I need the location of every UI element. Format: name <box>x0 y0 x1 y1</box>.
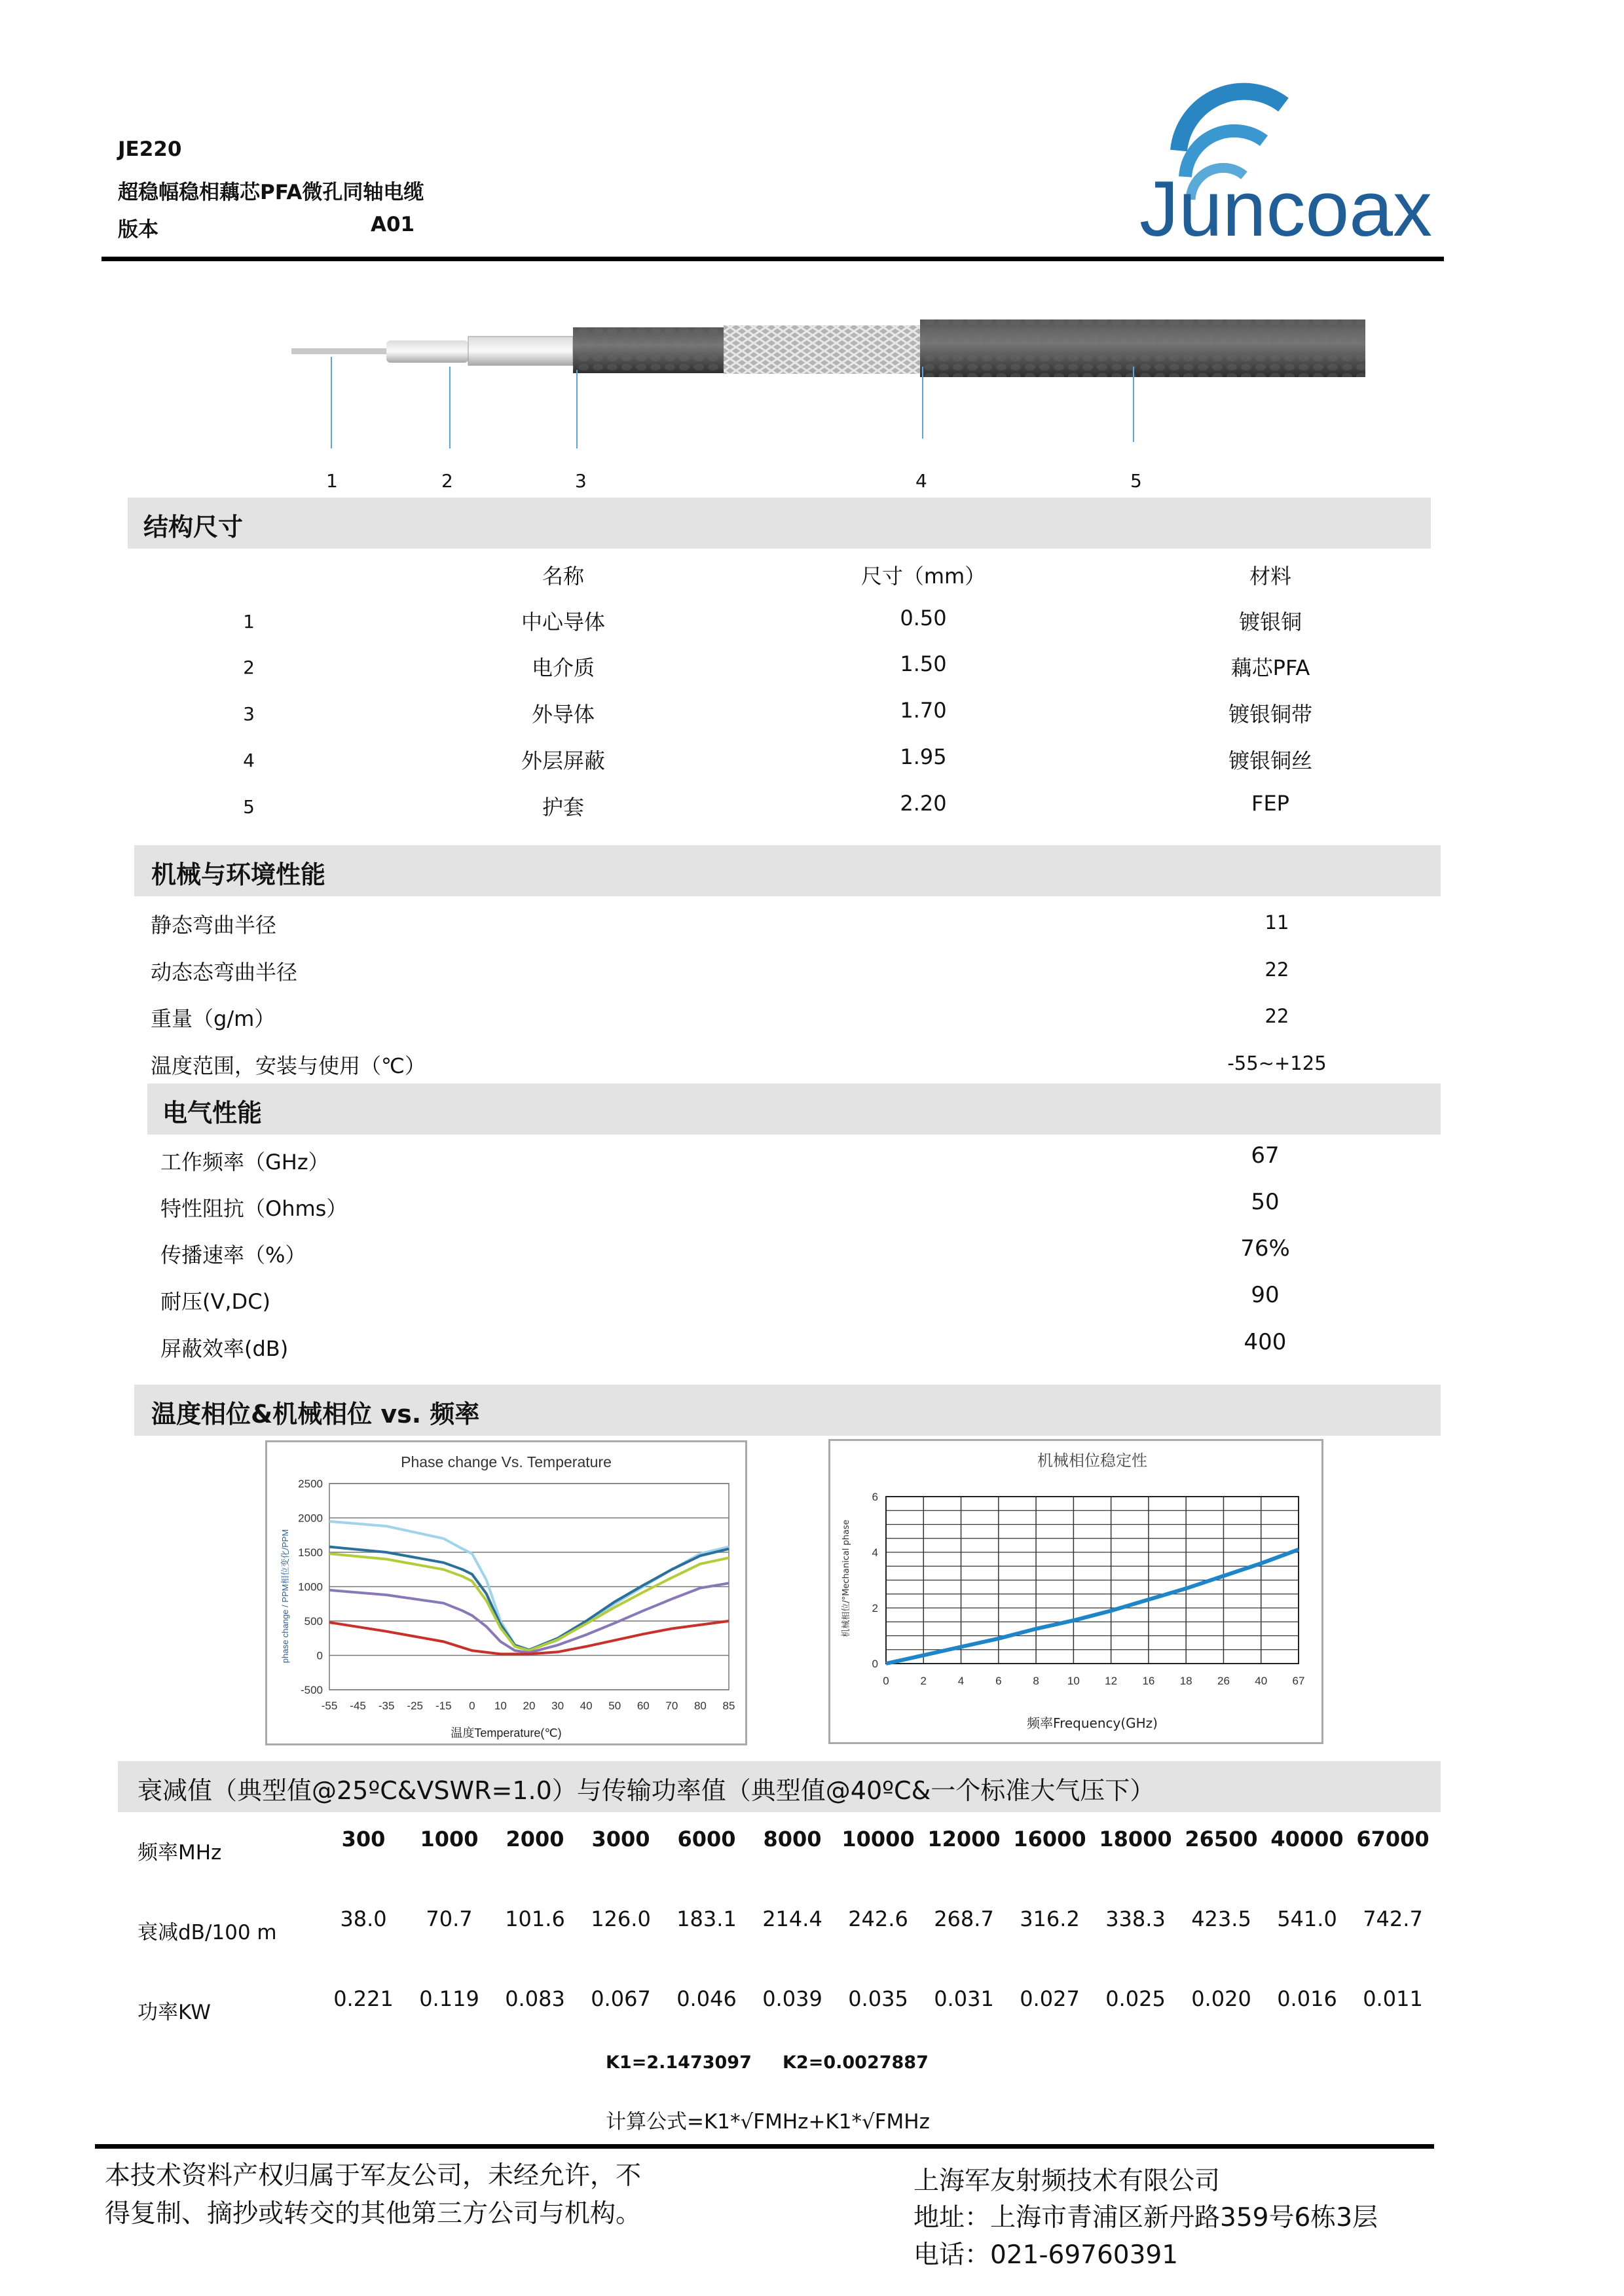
row-number: 3 <box>243 703 255 725</box>
row-material: FEP <box>1251 791 1289 816</box>
phase-section-header <box>134 1385 1441 1436</box>
freq-cell: 67000 <box>1356 1827 1430 1851</box>
chart1-x-tick: 60 <box>637 1700 650 1712</box>
version-label: 版本 <box>118 218 158 242</box>
chart2-y-tick: 6 <box>872 1491 878 1503</box>
attenuation-section-title: 衰减值（典型值@25ºC&VSWR=1.0）与传输功率值（典型值@40ºC&一个标准大气压下） <box>138 1776 1155 1805</box>
voltage-label: 耐压(V,DC) <box>160 1289 271 1314</box>
freq-cell: 40000 <box>1270 1827 1344 1851</box>
logo-text: Juncoax <box>1139 165 1432 242</box>
row-material: 藕芯PFA <box>1230 655 1310 680</box>
structure-col-name: 名称 <box>542 564 584 589</box>
attenuation-cell: 316.2 <box>1020 1906 1080 1931</box>
structure-section-header <box>128 498 1431 549</box>
impedance-label: 特性阻抗（Ohms） <box>160 1196 348 1221</box>
shielding-label: 屏蔽效率(dB) <box>160 1336 289 1361</box>
row-number: 4 <box>243 750 255 771</box>
formula: 计算公式=K1*√FMHz+K1*√FMHz <box>606 2110 930 2134</box>
chart2-ylabel: 机械相位/°Mechanical phase <box>841 1520 851 1637</box>
phase-section-title: 温度相位&机械相位 vs. 频率 <box>151 1400 480 1429</box>
model-number: JE220 <box>118 137 182 161</box>
power-cell: 0.119 <box>419 1986 479 2011</box>
row-size: 1.50 <box>900 651 947 676</box>
chart1-x-tick: 85 <box>722 1700 735 1712</box>
shielding-value: 400 <box>1244 1329 1287 1355</box>
row-size: 2.20 <box>900 791 947 816</box>
attenuation-cell: 338.3 <box>1105 1906 1166 1931</box>
chart1-x-tick: -35 <box>378 1700 395 1712</box>
attenuation-section-header <box>118 1761 1441 1812</box>
chart2-x-tick: 16 <box>1142 1675 1155 1687</box>
chart1-x-tick: 50 <box>608 1700 621 1712</box>
row-name: 中心导体 <box>521 610 605 634</box>
company-address: 地址：上海市青浦区新丹路359号6栋3层 <box>913 2203 1378 2232</box>
chart1-x-tick: 80 <box>693 1700 707 1712</box>
freq-cell: 1000 <box>420 1827 479 1851</box>
cable-label-1: 1 <box>326 470 338 492</box>
impedance-value: 50 <box>1251 1189 1280 1215</box>
frequency-value: 67 <box>1251 1142 1280 1169</box>
row-material: 镀银铜丝 <box>1228 748 1312 773</box>
row-name: 护套 <box>542 795 584 820</box>
attenuation-cell: 268.7 <box>934 1906 994 1931</box>
freq-cell: 2000 <box>506 1827 564 1851</box>
attenuation-cell: 38.0 <box>340 1906 387 1931</box>
attenuation-cell: 70.7 <box>426 1906 473 1931</box>
power-cell: 0.025 <box>1105 1986 1166 2011</box>
chart2-title: 机械相位稳定性 <box>1037 1451 1147 1470</box>
leader-line-5 <box>1133 367 1134 442</box>
row-number: 2 <box>243 657 255 678</box>
cable-label-4: 4 <box>915 470 927 492</box>
chart2-x-tick: 0 <box>883 1675 889 1687</box>
chart2-x-tick: 8 <box>1033 1675 1039 1687</box>
structure-col-size: 尺寸（mm） <box>860 564 986 589</box>
power-cell: 0.067 <box>591 1986 651 2011</box>
temp-range-label: 温度范围，安装与使用（℃） <box>151 1053 426 1078</box>
power-cell: 0.046 <box>676 1986 737 2011</box>
mechanical-section-header <box>134 845 1441 896</box>
chart2-x-tick: 2 <box>920 1675 927 1687</box>
attenuation-cell: 242.6 <box>848 1906 908 1931</box>
chart1-y-tick: 1000 <box>298 1580 323 1594</box>
chart1-xlabel: 温度Temperature(℃) <box>451 1726 562 1740</box>
freq-cell: 3000 <box>591 1827 650 1851</box>
row-name: 外导体 <box>531 702 595 727</box>
chart1-y-tick: 2000 <box>298 1512 323 1525</box>
chart2-x-tick: 26 <box>1217 1675 1230 1687</box>
attenuation-row-label: 衰减dB/100 m <box>138 1921 277 1944</box>
chart1-y-tick: 500 <box>304 1615 323 1628</box>
row-number: 5 <box>243 796 255 818</box>
chart1-x-tick: 40 <box>580 1700 593 1712</box>
copyright-notice: 本技术资料产权归属于军友公司，未经允许，不得复制、摘抄或转交的其他第三方公司与机构。 <box>105 2161 642 2229</box>
mechanical-phase-chart <box>828 1439 1323 1744</box>
row-material: 镀银铜带 <box>1228 702 1312 727</box>
leader-line-3 <box>576 370 578 448</box>
frequency-label: 工作频率（GHz） <box>160 1150 329 1175</box>
freq-cell: 8000 <box>763 1827 822 1851</box>
row-material: 镀银铜 <box>1238 610 1302 634</box>
attenuation-cell: 541.0 <box>1277 1906 1337 1931</box>
cable-label-2: 2 <box>441 470 453 492</box>
chart2-x-tick: 40 <box>1255 1675 1268 1687</box>
chart2-x-tick: 12 <box>1105 1675 1118 1687</box>
chart2-x-tick: 18 <box>1179 1675 1192 1687</box>
company-phone: 电话：021-69760391 <box>913 2240 1179 2270</box>
power-cell: 0.039 <box>762 1986 822 2011</box>
temp-phase-chart <box>265 1440 747 1745</box>
footer-divider <box>95 2144 1434 2149</box>
attenuation-cell: 742.7 <box>1363 1906 1423 1931</box>
chart1-y-tick: 0 <box>316 1649 323 1662</box>
chart1-x-tick: -25 <box>407 1700 424 1712</box>
company-name: 上海军友射频技术有限公司 <box>913 2166 1221 2196</box>
power-cell: 0.011 <box>1363 1986 1423 2011</box>
chart1-x-tick: 0 <box>469 1700 475 1712</box>
power-cell: 0.221 <box>333 1986 394 2011</box>
attenuation-cell: 126.0 <box>591 1906 651 1931</box>
freq-cell: 6000 <box>677 1827 736 1851</box>
static-bend-radius-label: 静态弯曲半径 <box>151 913 277 938</box>
structure-col-material: 材料 <box>1249 564 1291 589</box>
chart2-y-tick: 2 <box>872 1602 878 1614</box>
power-cell: 0.016 <box>1277 1986 1337 2011</box>
attenuation-cell: 423.5 <box>1191 1906 1251 1931</box>
voltage-value: 90 <box>1251 1282 1280 1308</box>
chart1-title: Phase change Vs. Temperature <box>401 1453 612 1470</box>
power-cell: 0.083 <box>505 1986 565 2011</box>
chart1-y-tick: 1500 <box>298 1546 323 1559</box>
k1-constant: K1=2.1473097 <box>606 2052 752 2073</box>
freq-cell: 26500 <box>1185 1827 1258 1851</box>
leader-line-2 <box>449 367 451 448</box>
electrical-section-header <box>147 1084 1441 1135</box>
chart1-ylabel: phase change / PPM相位变化/PPM <box>280 1529 290 1664</box>
structure-section-title: 结构尺寸 <box>143 513 244 541</box>
attenuation-cell: 183.1 <box>676 1906 737 1931</box>
leader-line-4 <box>922 367 923 439</box>
attenuation-cell: 214.4 <box>762 1906 822 1931</box>
freq-cell: 12000 <box>927 1827 1001 1851</box>
k2-constant: K2=0.0027887 <box>783 2052 929 2073</box>
row-size: 0.50 <box>900 606 947 630</box>
chart1-series-line <box>329 1547 729 1650</box>
electrical-section-title: 电气性能 <box>162 1099 263 1127</box>
row-name: 电介质 <box>531 655 595 680</box>
freq-cell: 16000 <box>1013 1827 1086 1851</box>
row-name: 外层屏蔽 <box>521 748 605 773</box>
chart1-x-tick: 10 <box>494 1700 507 1712</box>
chart2-y-tick: 4 <box>872 1546 878 1559</box>
chart1-x-tick: -15 <box>435 1700 452 1712</box>
product-title: 超稳幅稳相藕芯PFA微孔同轴电缆 <box>118 181 424 204</box>
row-size: 1.70 <box>900 698 947 723</box>
chart2-xlabel: 频率Frequency(GHz) <box>1027 1715 1158 1731</box>
attenuation-cell: 101.6 <box>505 1906 565 1931</box>
cable-label-5: 5 <box>1130 470 1142 492</box>
freq-cell: 10000 <box>841 1827 915 1851</box>
chart2-x-tick: 6 <box>995 1675 1002 1687</box>
chart1-y-tick: 2500 <box>298 1478 323 1490</box>
chart2-y-tick: 0 <box>872 1658 878 1670</box>
chart2-x-tick: 4 <box>957 1675 965 1687</box>
cable-label-3: 3 <box>575 470 587 492</box>
power-cell: 0.035 <box>848 1986 908 2011</box>
weight-value: 22 <box>1264 1005 1289 1027</box>
power-row-label: 功率KW <box>138 2001 211 2024</box>
chart1-x-tick: 30 <box>551 1700 564 1712</box>
chart1-series-line <box>329 1583 729 1652</box>
static-bend-radius-value: 11 <box>1264 911 1289 934</box>
chart1-x-tick: -55 <box>321 1700 338 1712</box>
row-number: 1 <box>243 611 255 632</box>
chart2-series-line <box>886 1550 1299 1664</box>
power-cell: 0.027 <box>1020 1986 1080 2011</box>
header-divider <box>101 257 1444 261</box>
chart1-x-tick: 70 <box>665 1700 678 1712</box>
dynamic-bend-radius-label: 动态态弯曲半径 <box>151 960 298 985</box>
power-cell: 0.031 <box>934 1986 994 2011</box>
chart1-x-tick: 20 <box>523 1700 536 1712</box>
version-value: A01 <box>371 213 415 236</box>
dynamic-bend-radius-value: 22 <box>1264 958 1289 981</box>
chart1-series-line <box>329 1554 729 1650</box>
chart1-y-tick: -500 <box>300 1684 323 1696</box>
power-cell: 0.020 <box>1191 1986 1251 2011</box>
weight-label: 重量（g/m） <box>151 1006 276 1031</box>
velocity-label: 传播速率（%） <box>160 1243 306 1267</box>
chart1-x-tick: -45 <box>350 1700 366 1712</box>
freq-cell: 18000 <box>1099 1827 1172 1851</box>
temp-range-value: -55~+125 <box>1227 1052 1327 1074</box>
mechanical-section-title: 机械与环境性能 <box>151 860 326 889</box>
chart2-x-tick: 67 <box>1292 1675 1305 1687</box>
freq-cell: 300 <box>341 1827 386 1851</box>
freq-row-label: 频率MHz <box>138 1841 222 1865</box>
juncoax-logo <box>1133 79 1434 242</box>
chart2-x-tick: 10 <box>1067 1675 1080 1687</box>
velocity-value: 76% <box>1240 1235 1290 1262</box>
leader-line-1 <box>331 357 332 448</box>
row-size: 1.95 <box>900 744 947 769</box>
